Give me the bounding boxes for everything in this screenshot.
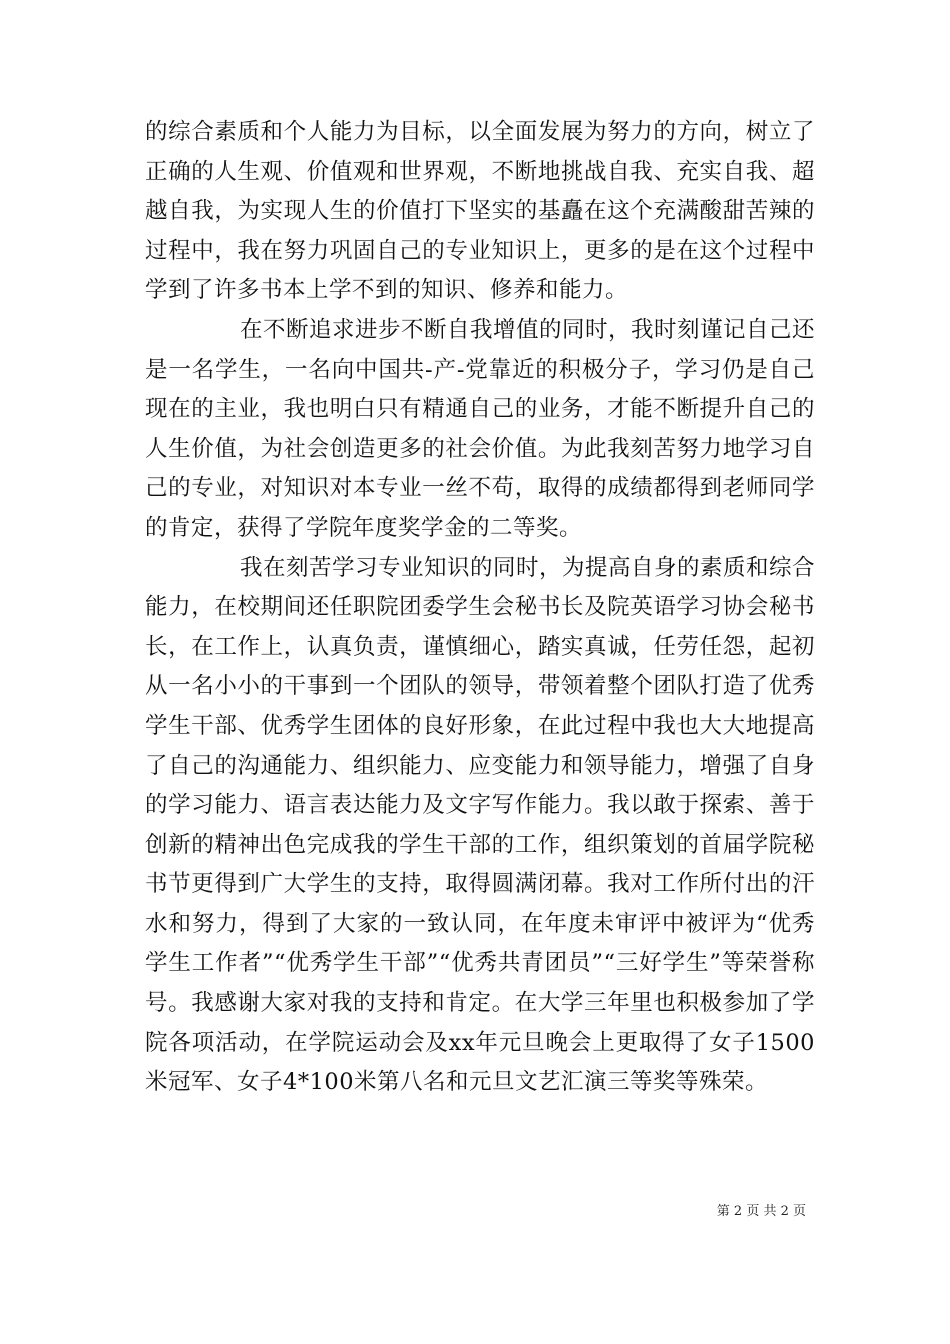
page-number-footer: 第 2 页 共 2 页 — [716, 1204, 806, 1219]
document-body — [145, 113, 815, 1103]
paragraph-study-progress: 在不断追求进步不断自我增值的同时，我时刻谨记自己还是一名学生，一名向中国共-产-党靠近的积极分子，学习仍是自己现在的主业，我也明白只有精通自己的业务，才能不断提升自己的人生价值，为社会创造更多的社会价值。为此我刻苦努力地学习自己的专业，对知识对本专业一丝不苟，取得的成绩都得到老师同学的肯定，获得了学院年度奖学金的二等奖。 — [145, 316, 816, 541]
paragraph-continuation: 的综合素质和个人能力为目标，以全面发展为努力的方向，树立了正确的人生观、价值观和世界观，不断地挑战自我、充实自我、超越自我，为实现人生的价值打下坚实的基矗在这个充满酸甜苦辣的过程中，我在努力巩固自己的专业知识上，更多的是在这个过程中学到了许多书本上学不到的知识、修养和能力。 — [145, 119, 815, 304]
paragraph-student-work: 我在刻苦学习专业知识的同时，为提高自身的素质和综合能力，在校期间还任职院团委学生会秘书长及院英语学习协会秘书长，在工作上，认真负责，谨慎细心，踏实真诚，任劳任怨，起初从一名小小的干事到一个团队的领导，带领着整个团队打造了优秀学生干部、优秀学生团体的良好形象，在此过程中我也大大地提高了自己的沟通能力、组织能力、应变能力和领导能力，增强了自身的学习能力、语言表达能力及文字写作能力。我以敢于探索、善于创新的精神出色完成我的学生干部的工作，组织策划的首届学院秘书节更得到广大学生的支持，取得圆满闭幕。我对工作所付出的汗水和努力，得到了大家的一致认同，在年度未审评中被评为“优秀学生工作者”“优秀学生干部”“优秀共青团员”“三好学生”等荣誉称号。我感谢大家对我的支持和肯定。在大学三年里也积极参加了学院各项活动，在学院运动会及xx年元旦晚会上更取得了女子1500米冠军、女子4*100米第八名和元旦文艺汇演三等奖等殊荣。 — [145, 554, 816, 1096]
